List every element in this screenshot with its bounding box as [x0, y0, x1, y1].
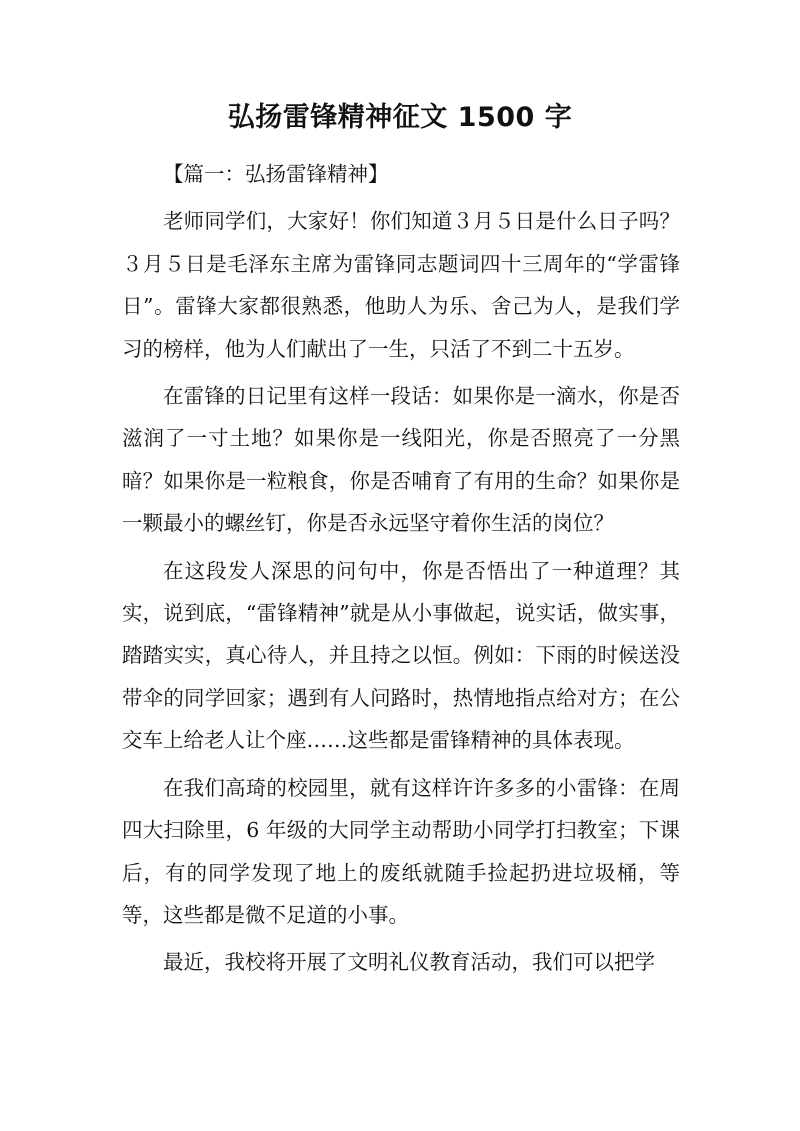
paragraph-1: 老师同学们，大家好！你们知道３月５日是什么日子吗？３月５日是毛泽东主席为雷锋同志题词四十三周年的“学雷锋日”。雷锋大家都很熟悉，他助人为乐、舍己为人，是我们学习的榜样，他为人们献出了一生，只活了不到二十五岁。 — [122, 209, 680, 361]
paragraph-3: 在这段发人深思的问句中，你是否悟出了一种道理？其实，说到底，“雷锋精神”就是从小事做起，说实话，做实事，踏踏实实，真心待人，并且持之以恒。例如：下雨的时候送没带伞的同学回家；遇到有人问路时，热情地指点给对方；在公交车上给老人让个座……这些都是雷锋精神的具体表现。 — [122, 558, 680, 753]
paragraph-2: 在雷锋的日记里有这样一段话：如果你是一滴水，你是否滋润了一寸土地？如果你是一线阳光，你是否照亮了一分黑暗？如果你是一粒粮食，你是否哺育了有用的生命？如果你是一颗最小的螺丝钉，你是否永远坚守着你生活的岗位？ — [122, 384, 680, 536]
section-heading: 【篇一：弘扬雷锋精神】 — [163, 162, 389, 186]
document-body — [122, 153, 680, 984]
paragraph-4: 在我们高琦的校园里，就有这样许许多多的小雷锋：在周四大扫除里，6 年级的大同学主动帮助小同学打扫教室；下课后，有的同学发现了地上的废纸就随手捡起扔进垃圾桶，等等，这些都是微不足道的小事。 — [122, 775, 680, 927]
paragraph-5: 最近，我校将开展了文明礼仪教育活动，我们可以把学 — [163, 950, 655, 975]
document-title: 弘扬雷锋精神征文 1500 字 — [227, 102, 573, 133]
